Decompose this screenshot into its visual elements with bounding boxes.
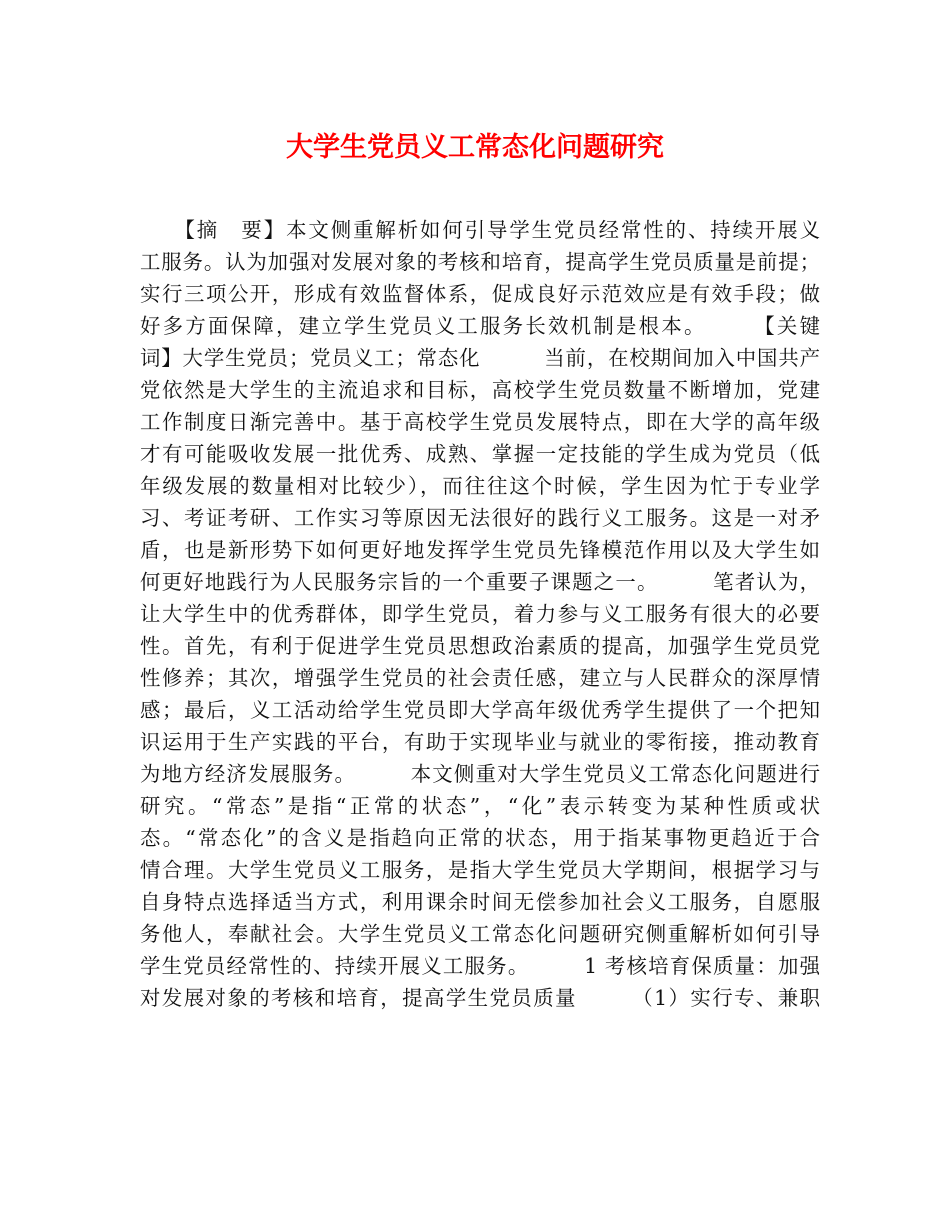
body-line: 对发展对象的考核和培育，提高学生党员质量 （1）实行专、兼职 — [140, 986, 820, 1010]
body-line: 态。“常态化”的含义是指趋向正常的状态，用于指某事物更趋近于合 — [140, 826, 820, 850]
body-line: 研究。“常态”是指“正常的状态”，“化”表示转变为某种性质或状 — [140, 794, 820, 818]
body-line: 实行三项公开，形成有效监督体系，促成良好示范效应是有效手段；做 — [140, 282, 820, 306]
body-line: 务他人，奉献社会。大学生党员义工常态化问题研究侧重解析如何引导 — [140, 922, 820, 946]
body-line: 【摘 要】本文侧重解析如何引导学生党员经常性的、持续开展义 — [140, 218, 820, 242]
document-title: 大学生党员义工常态化问题研究 — [286, 132, 664, 163]
body-line: 为地方经济发展服务。 本文侧重对大学生党员义工常态化问题进行 — [140, 762, 820, 786]
body-line: 年级发展的数量相对比较少），而往往这个时候，学生因为忙于专业学 — [140, 474, 820, 498]
body-line: 党依然是大学生的主流追求和目标，高校学生党员数量不断增加，党建 — [140, 378, 820, 402]
body-line: 何更好地践行为人民服务宗旨的一个重要子课题之一。 笔者认为， — [140, 570, 820, 594]
body-line: 自身特点选择适当方式，利用课余时间无偿参加社会义工服务，自愿服 — [140, 890, 820, 914]
body-line: 才有可能吸收发展一批优秀、成熟、掌握一定技能的学生成为党员（低 — [140, 442, 820, 466]
body-line: 性修养；其次，增强学生党员的社会责任感，建立与人民群众的深厚情 — [140, 666, 820, 690]
body-line: 工服务。认为加强对发展对象的考核和培育，提高学生党员质量是前提； — [140, 250, 820, 274]
body-line: 工作制度日渐完善中。基于高校学生党员发展特点，即在大学的高年级 — [140, 410, 820, 434]
body-line: 让大学生中的优秀群体，即学生党员，着力参与义工服务有很大的必要 — [140, 602, 820, 626]
body-line: 盾，也是新形势下如何更好地发挥学生党员先锋模范作用以及大学生如 — [140, 538, 820, 562]
body-line: 词】大学生党员；党员义工；常态化 当前，在校期间加入中国共产 — [140, 346, 820, 370]
body-line: 识运用于生产实践的平台，有助于实现毕业与就业的零衔接，推动教育 — [140, 730, 820, 754]
body-line: 性。首先，有利于促进学生党员思想政治素质的提高，加强学生党员党 — [140, 634, 820, 658]
body-line: 习、考证考研、工作实习等原因无法很好的践行义工服务。这是一对矛 — [140, 506, 820, 530]
body-line: 学生党员经常性的、持续开展义工服务。 1 考核培育保质量：加强 — [140, 954, 820, 978]
body-line: 好多方面保障，建立学生党员义工服务长效机制是根本。 【关键 — [140, 314, 820, 338]
body-line: 感；最后，义工活动给学生党员即大学高年级优秀学生提供了一个把知 — [140, 698, 820, 722]
body-line: 情合理。大学生党员义工服务，是指大学生党员大学期间，根据学习与 — [140, 858, 820, 882]
